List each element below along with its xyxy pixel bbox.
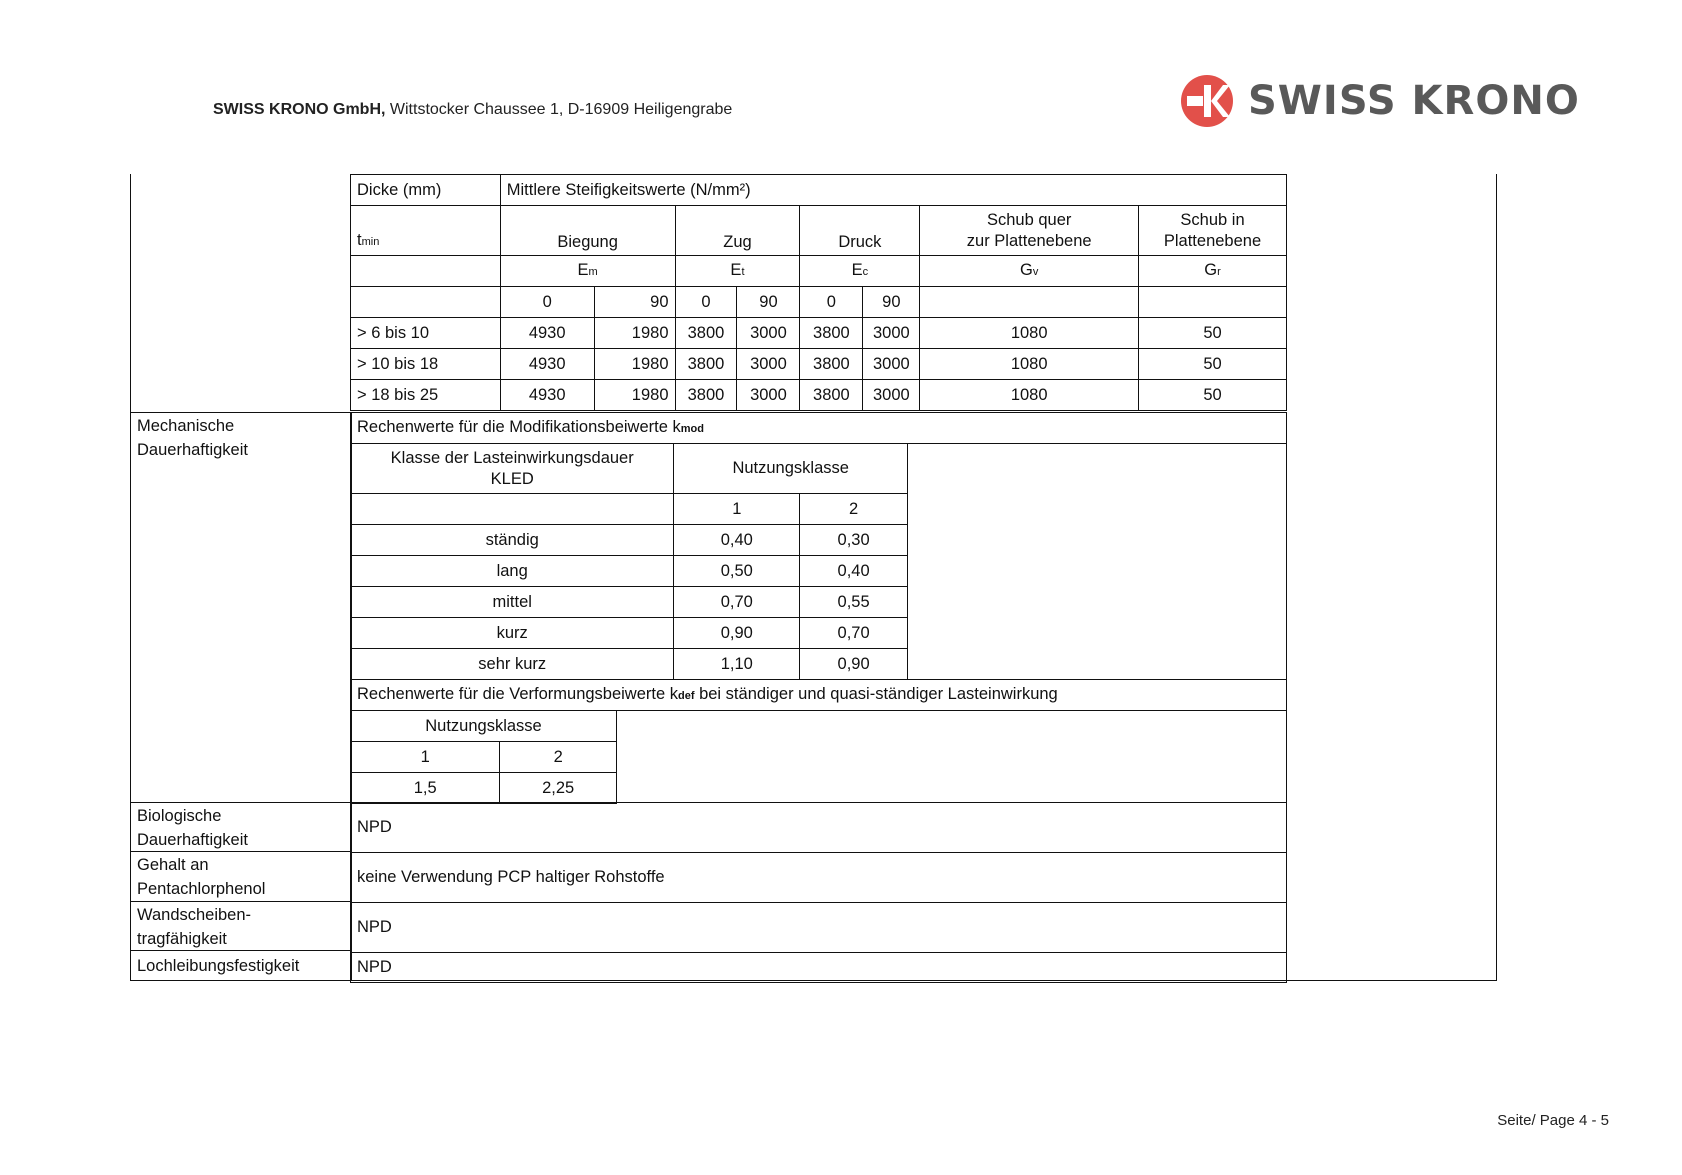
kled-empty-cell xyxy=(351,494,674,525)
embedment-strength-label: Lochleibungsfestigkeit xyxy=(137,957,300,975)
kdef-class-1: 1 xyxy=(351,742,500,773)
value-cell: 0,90 xyxy=(674,618,800,649)
divider-wall xyxy=(130,901,351,902)
pcp-content-value: keine Verwendung PCP haltiger Rohstoffe xyxy=(351,853,1287,903)
value-cell: 1,10 xyxy=(674,649,800,680)
bending-header: Biegung xyxy=(500,206,675,256)
value-cell: 0,90 xyxy=(800,649,908,680)
table-row xyxy=(351,618,908,649)
table-row xyxy=(351,318,1287,349)
wall-racking-value: NPD xyxy=(351,903,1287,953)
kdef-value-1: 1,5 xyxy=(351,773,500,804)
shear-across-header: Schub quer zur Plattenebene xyxy=(920,206,1139,256)
kmod-table xyxy=(350,443,908,680)
symbol-ec: Ec xyxy=(800,256,920,287)
table-row xyxy=(351,953,1287,983)
table-row xyxy=(351,773,617,804)
embedment-strength-value: NPD xyxy=(351,953,1287,983)
kmod-right-border xyxy=(1286,443,1287,680)
angle-gr-empty xyxy=(1139,287,1287,318)
symbol-gv: Gv xyxy=(920,256,1139,287)
wall-racking-label: Wandscheiben- tragfähigkeit xyxy=(137,906,252,948)
value-cell: 0,55 xyxy=(800,587,908,618)
load-duration: lang xyxy=(351,556,674,587)
value-cell: 0,40 xyxy=(800,556,908,587)
table-row xyxy=(351,380,1287,411)
value-cell: 3800 xyxy=(675,380,737,411)
table-row xyxy=(351,587,908,618)
value-cell: 0,70 xyxy=(674,587,800,618)
value-cell: 1980 xyxy=(594,318,675,349)
biological-durability-label: Biologische Dauerhaftigkeit xyxy=(137,807,248,849)
symbol-gr: Gr xyxy=(1139,256,1287,287)
value-cell: 3000 xyxy=(737,349,800,380)
table-row xyxy=(351,525,908,556)
stiffness-table xyxy=(350,174,1287,411)
kmod-title-table xyxy=(350,412,1287,444)
symbol-et: Et xyxy=(675,256,800,287)
kdef-title: Rechenwerte für die Verformungsbeiwerte kdef bei ständiger und quasi-ständiger Lasteinwirkung xyxy=(351,680,1287,711)
angle-em-90: 90 xyxy=(594,287,675,318)
kdef-right-border xyxy=(1286,710,1287,803)
swiss-krono-logo-icon xyxy=(1180,74,1234,128)
divider-biological xyxy=(130,802,351,803)
value-cell: 3000 xyxy=(737,318,800,349)
value-cell: 0,50 xyxy=(674,556,800,587)
thickness-range: > 18 bis 25 xyxy=(351,380,501,411)
symbol-empty-cell xyxy=(351,256,501,287)
kmod-title: Rechenwerte für die Modifikationsbeiwerte kmod xyxy=(351,413,1287,444)
value-cell: 3000 xyxy=(863,318,920,349)
value-cell: 1080 xyxy=(920,349,1139,380)
service-class-2: 2 xyxy=(800,494,908,525)
value-cell: 4930 xyxy=(500,380,594,411)
angle-em-0: 0 xyxy=(500,287,594,318)
divider-mechanical xyxy=(130,412,351,413)
kdef-value-2: 2,25 xyxy=(500,773,617,804)
angle-et-90: 90 xyxy=(737,287,800,318)
company-logo xyxy=(1180,74,1580,128)
mechanical-durability-label: Mechanische Dauerhaftigkeit xyxy=(137,417,248,459)
company-name: SWISS KRONO GmbH, xyxy=(213,101,386,118)
symbol-em: Em xyxy=(500,256,675,287)
value-cell: 1980 xyxy=(594,380,675,411)
load-duration: ständig xyxy=(351,525,674,556)
angle-ec-0: 0 xyxy=(800,287,863,318)
tension-header: Zug xyxy=(675,206,800,256)
kdef-service-class-header: Nutzungsklasse xyxy=(351,711,617,742)
value-cell: 3800 xyxy=(800,380,863,411)
table-row xyxy=(351,649,908,680)
table-row xyxy=(351,556,908,587)
load-duration: sehr kurz xyxy=(351,649,674,680)
value-cell: 1980 xyxy=(594,349,675,380)
service-class-header: Nutzungsklasse xyxy=(674,444,908,494)
value-cell: 50 xyxy=(1139,380,1287,411)
table-row xyxy=(351,903,1287,953)
value-cell: 50 xyxy=(1139,318,1287,349)
table-row xyxy=(351,349,1287,380)
angle-ec-90: 90 xyxy=(863,287,920,318)
service-class-1: 1 xyxy=(674,494,800,525)
compression-header: Druck xyxy=(800,206,920,256)
value-cell: 0,40 xyxy=(674,525,800,556)
value-cell: 0,30 xyxy=(800,525,908,556)
stiffness-values-header: Mittlere Steifigkeitswerte (N/mm²) xyxy=(500,175,1286,206)
thickness-range: > 10 bis 18 xyxy=(351,349,501,380)
value-cell: 1080 xyxy=(920,318,1139,349)
kled-header: Klasse der Lasteinwirkungsdauer KLED xyxy=(351,444,674,494)
value-cell: 3800 xyxy=(800,349,863,380)
other-properties-table xyxy=(350,802,1287,983)
value-cell: 4930 xyxy=(500,318,594,349)
value-cell: 3800 xyxy=(800,318,863,349)
kdef-table xyxy=(350,710,617,804)
logo-text: SWISS KRONO xyxy=(1248,78,1580,124)
value-cell: 3800 xyxy=(675,318,737,349)
kdef-class-2: 2 xyxy=(500,742,617,773)
value-cell: 3000 xyxy=(863,380,920,411)
load-duration: mittel xyxy=(351,587,674,618)
value-cell: 4930 xyxy=(500,349,594,380)
value-cell: 1080 xyxy=(920,380,1139,411)
page-number: Seite/ Page 4 - 5 xyxy=(1497,1112,1609,1129)
angle-empty-cell xyxy=(351,287,501,318)
angle-et-0: 0 xyxy=(675,287,737,318)
value-cell: 3000 xyxy=(863,349,920,380)
table-row xyxy=(351,803,1287,853)
header-address xyxy=(213,101,732,119)
table-row xyxy=(351,853,1287,903)
thickness-range: > 6 bis 10 xyxy=(351,318,501,349)
value-cell: 3000 xyxy=(737,380,800,411)
thickness-header: Dicke (mm) xyxy=(351,175,501,206)
value-cell: 50 xyxy=(1139,349,1287,380)
kdef-title-table xyxy=(350,679,1287,711)
biological-durability-value: NPD xyxy=(351,803,1287,853)
angle-gv-empty xyxy=(920,287,1139,318)
pcp-content-label: Gehalt an Pentachlorphenol xyxy=(137,856,266,898)
value-cell: 0,70 xyxy=(800,618,908,649)
company-address: Wittstocker Chaussee 1, D-16909 Heiligengrabe xyxy=(385,101,733,118)
load-duration: kurz xyxy=(351,618,674,649)
value-cell: 3800 xyxy=(675,349,737,380)
shear-in-header: Schub in Plattenebene xyxy=(1139,206,1287,256)
tmin-label: tmin xyxy=(351,206,501,256)
